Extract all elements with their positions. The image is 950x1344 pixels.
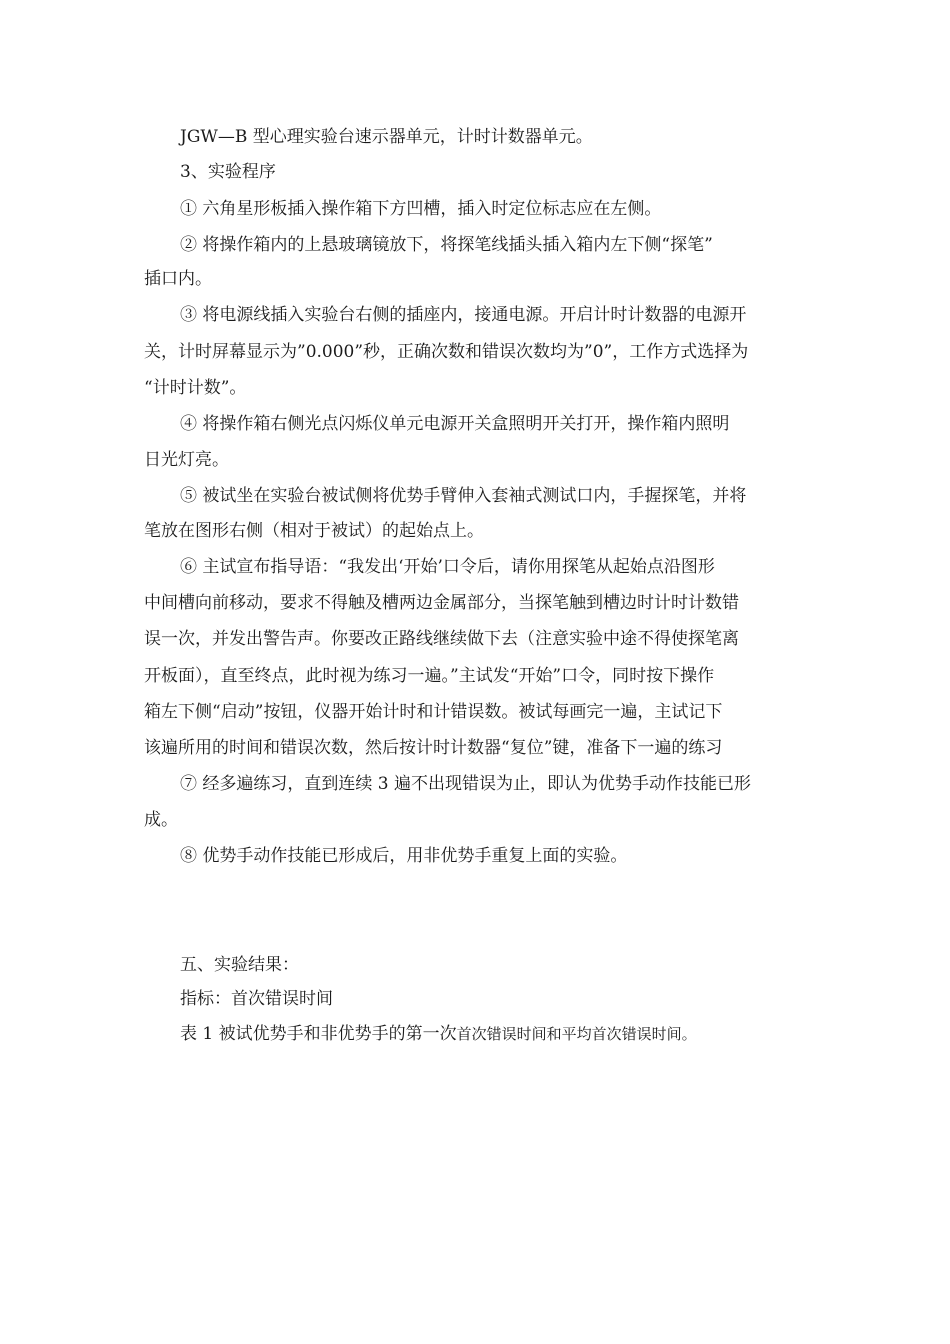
step-6-line-5: 箱左下侧“启动”按钮，仪器开始计时和计错误数。被试每画完一遍，主试记下 <box>144 702 723 722</box>
results-heading: 五、实验结果： <box>180 955 299 975</box>
step-6-line-2: 中间槽向前移动，要求不得触及槽两边金属部分，当探笔触到槽边时计时计数错 <box>144 593 739 613</box>
step-8: ⑧ 优势手动作技能已形成后，用非优势手重复上面的实验。 <box>180 846 628 866</box>
step-4-line-1: ④ 将操作箱右侧光点闪烁仪单元电源开关盒照明开关打开，操作箱内照明 <box>180 414 730 434</box>
step-2-line-2: 插口内。 <box>144 269 212 289</box>
step-3-line-2: 关，计时屏幕显示为”0.000”秒，正确次数和错误次数均为”0”，工作方式选择为 <box>144 342 749 362</box>
step-3-line-3: “计时计数”。 <box>144 378 247 398</box>
step-4-line-2: 日光灯亮。 <box>144 450 229 470</box>
table-caption-main: 表 1 被试优势手和非优势手的第一次 <box>180 1024 457 1044</box>
step-6-line-4: 开板面），直至终点，此时视为练习一遍。”主试发“开始”口令，同时按下操作 <box>144 666 715 686</box>
step-7-line-2: 成。 <box>144 810 178 830</box>
step-6-line-3: 误一次，并发出警告声。你要改正路线继续做下去（注意实验中途不得使探笔离 <box>144 629 739 649</box>
step-2-line-1: ② 将操作箱内的上悬玻璃镜放下，将探笔线插头插入箱内左下侧“探笔” <box>180 235 713 255</box>
step-6-line-6: 该遍所用的时间和错误次数，然后按计时计数器“复位”键，准备下一遍的练习 <box>144 738 723 758</box>
indicator-line: 指标：首次错误时间 <box>180 989 333 1009</box>
step-5-line-2: 笔放在图形右侧（相对于被试）的起始点上。 <box>144 521 484 541</box>
step-3-line-1: ③ 将电源线插入实验台右侧的插座内，接通电源。开启计时计数器的电源开 <box>180 305 747 325</box>
step-7-line-1: ⑦ 经多遍练习，直到连续 3 遍不出现错误为止，即认为优势手动作技能已形 <box>180 774 752 794</box>
step-1: ① 六角星形板插入操作箱下方凹槽，插入时定位标志应在左侧。 <box>180 199 662 219</box>
table-caption-tail: 首次错误时间和平均首次错误时间。 <box>456 1025 697 1043</box>
step-6-line-1: ⑥ 主试宣布指导语：“我发出‘开始’口令后，请你用探笔从起始点沿图形 <box>180 557 715 577</box>
equipment-line: JGW—B 型心理实验台速示器单元，计时计数器单元。 <box>180 127 593 147</box>
procedure-heading: 3、实验程序 <box>180 162 276 182</box>
step-5-line-1: ⑤ 被试坐在实验台被试侧将优势手臂伸入套袖式测试口内，手握探笔，并将 <box>180 486 747 506</box>
table-caption <box>180 1024 697 1044</box>
